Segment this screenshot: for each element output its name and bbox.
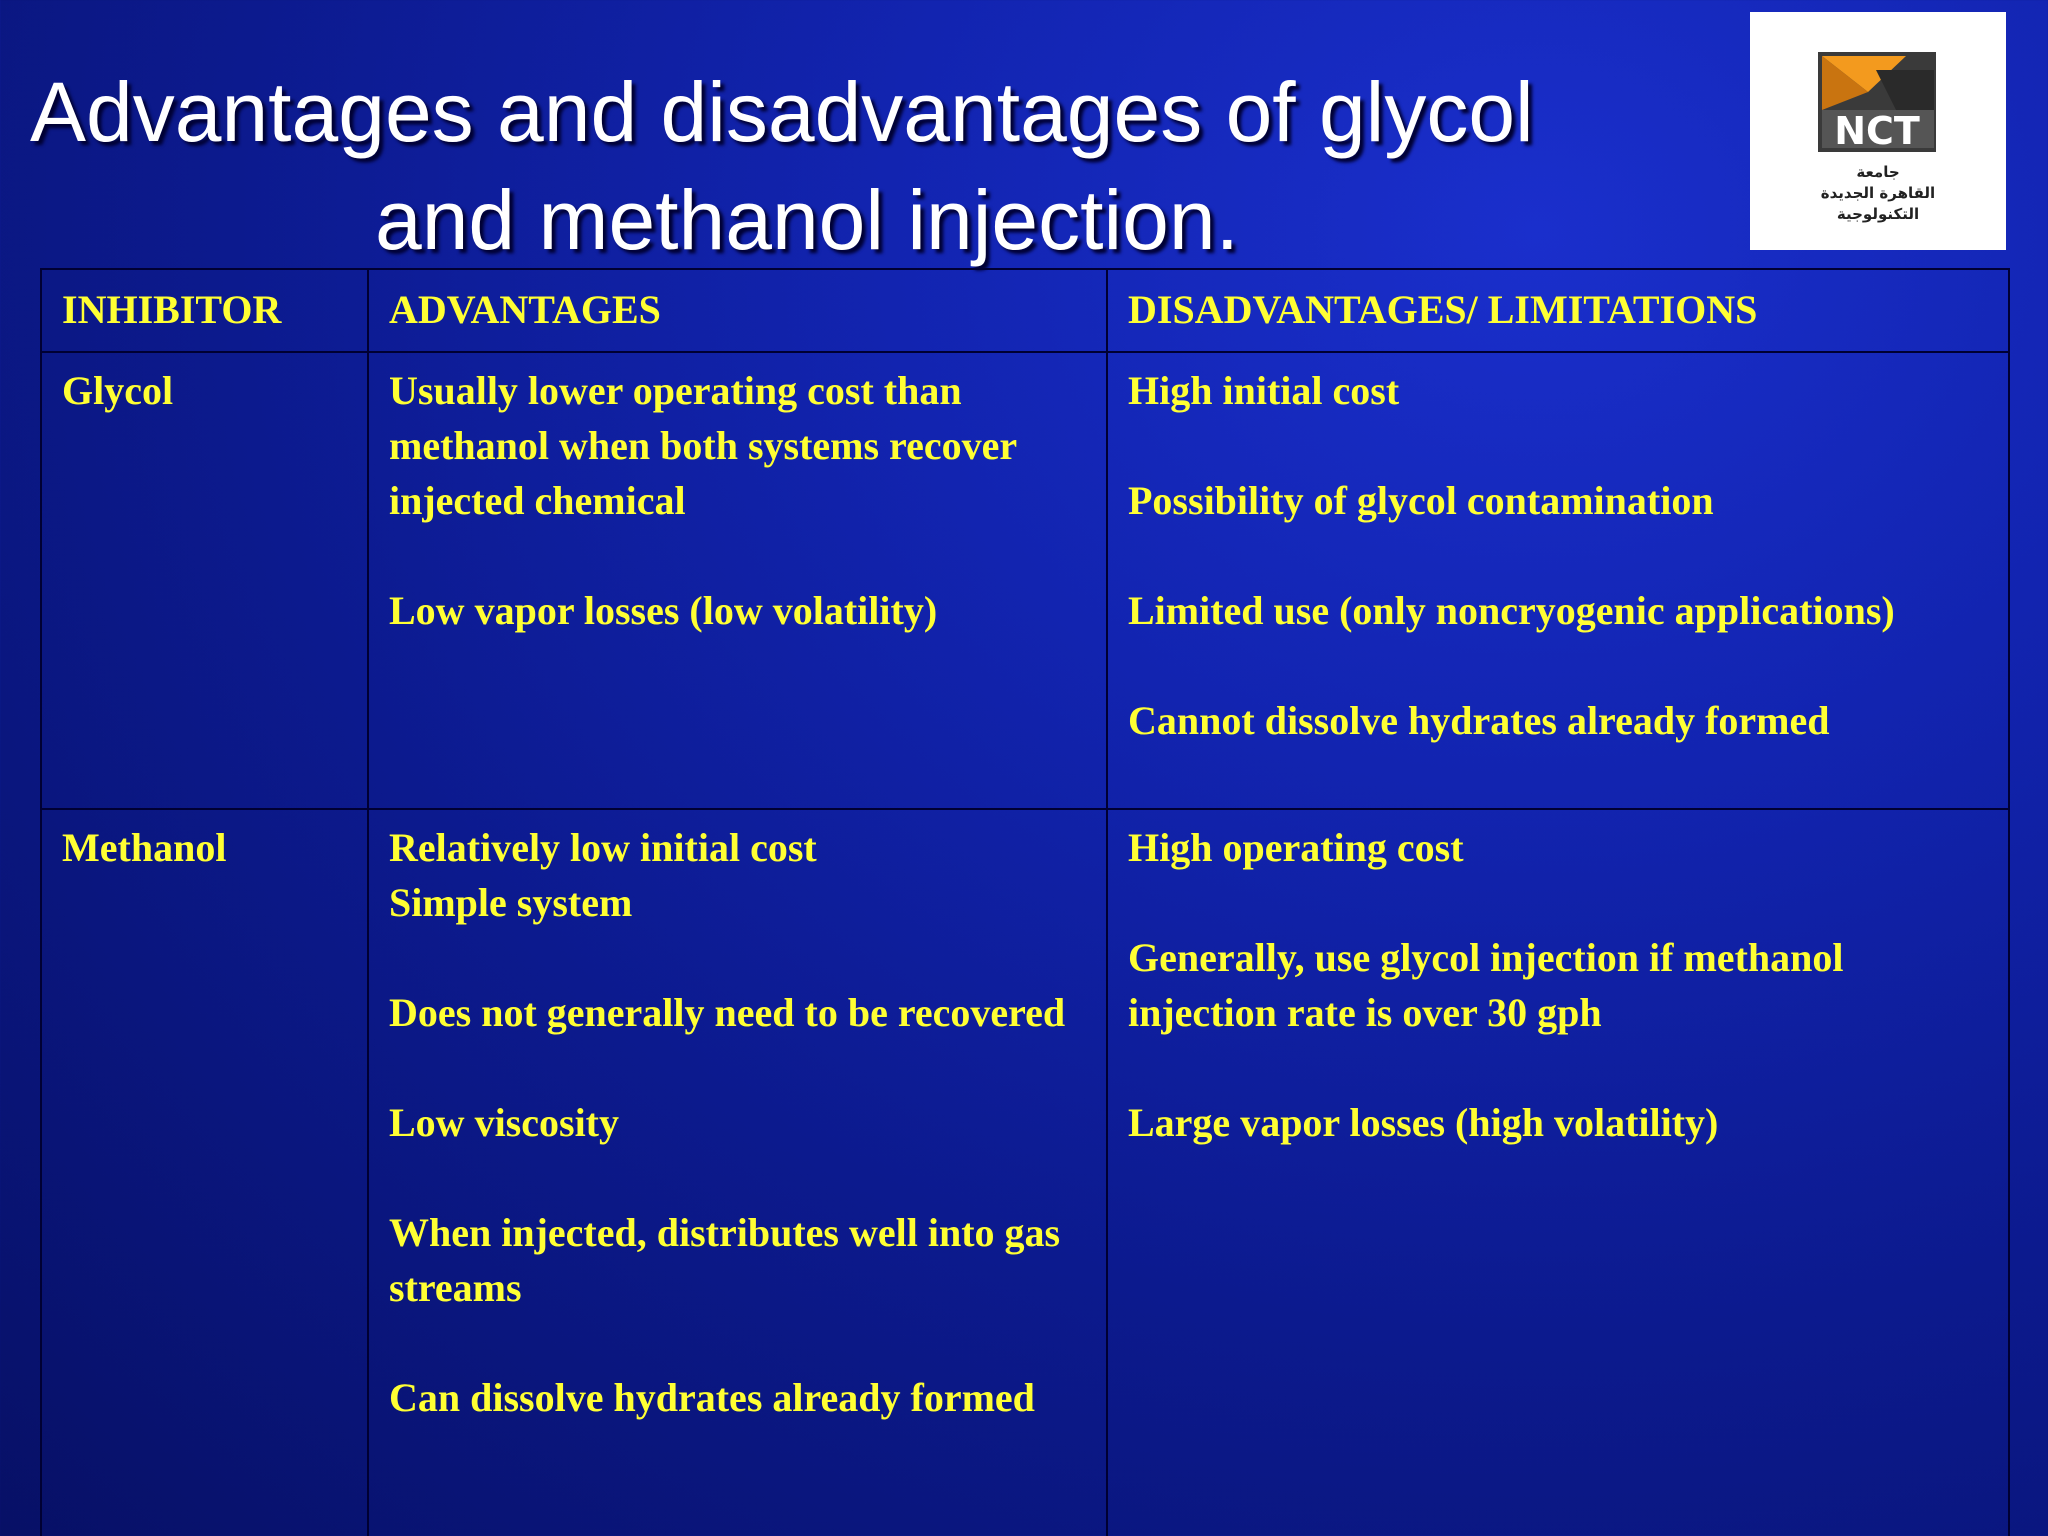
list-item: High operating cost [1128,825,1464,870]
logo-university-name [1750,162,2006,225]
cell-advantages-glycol [368,352,1107,809]
cell-disadvantages-methanol [1107,809,2009,1536]
nct-logo-icon [1816,50,1938,162]
list-item: Simple system [389,880,633,925]
logo-name-line-2: القاهرة الجديدة [1820,184,1936,202]
list-item: Usually lower operating cost than methanol when both systems recover injected chemical [389,368,1017,523]
logo-name-line-1: جامعة [1856,163,1900,181]
comparison-table [40,268,2010,1536]
list-item: When injected, distributes well into gas streams [389,1210,1061,1310]
table-header-row [41,269,2009,352]
logo-mark-text: NCT [1834,109,1920,153]
slide-title [20,58,1700,274]
list-item: Large vapor losses (high volatility) [1128,1100,1719,1145]
list-item: Cannot dissolve hydrates already formed [1128,698,1830,743]
slide-title-line-1: Advantages and disadvantages of glycol [30,65,1534,159]
list-item: Low viscosity [389,1100,619,1145]
cell-inhibitor-glycol: Glycol [41,352,368,809]
cell-advantages-methanol [368,809,1107,1536]
list-item: Does not generally need to be recovered [389,990,1066,1035]
list-item: Generally, use glycol injection if methanol injection rate is over 30 gph [1128,935,1844,1035]
cell-inhibitor-methanol: Methanol [41,809,368,1536]
cell-disadvantages-glycol [1107,352,2009,809]
list-item: Possibility of glycol contamination [1128,478,1714,523]
header-disadvantages: DISADVANTAGES/ LIMITATIONS [1107,269,2009,352]
list-item: Limited use (only noncryogenic applications) [1128,588,1895,633]
list-item: Relatively low initial cost [389,825,817,870]
table-row-glycol [41,352,2009,809]
list-item: Can dissolve hydrates already formed [389,1375,1035,1420]
slide-title-line-2: and methanol injection. [375,173,1239,267]
table-row-methanol [41,809,2009,1536]
list-item: Low vapor losses (low volatility) [389,588,938,633]
university-logo [1750,12,2006,250]
header-advantages: ADVANTAGES [368,269,1107,352]
logo-name-line-3: التكنولوجية [1836,205,1920,223]
header-inhibitor: INHIBITOR [41,269,368,352]
list-item: High initial cost [1128,368,1400,413]
